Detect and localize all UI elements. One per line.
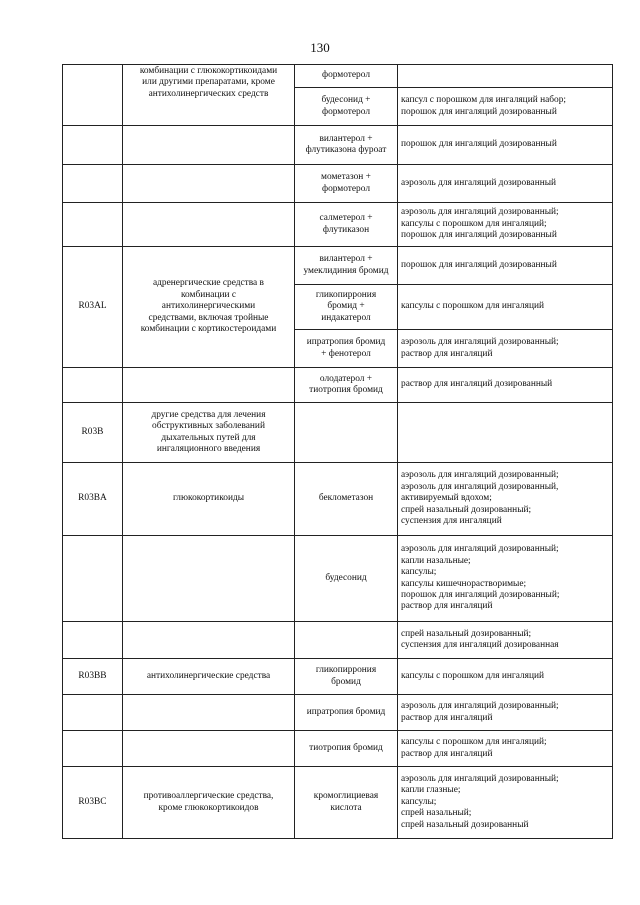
cell-text-line: антихолинергические средства bbox=[146, 670, 271, 681]
cell-text-line: капсулы; bbox=[401, 567, 437, 578]
cell-text-line: противоаллергические средства, bbox=[143, 791, 274, 802]
atc-name-cell bbox=[123, 403, 295, 463]
atc-name-cell bbox=[123, 463, 295, 536]
atc-code-cell bbox=[63, 536, 123, 622]
cell-text-line: капли назальные; bbox=[401, 555, 471, 566]
inn-cell bbox=[295, 695, 398, 731]
cell-text-line: R03BC bbox=[78, 796, 107, 807]
cell-text-line: кроме глюкокортикоидов bbox=[158, 802, 259, 813]
dosage-form-cell bbox=[398, 330, 613, 368]
cell-text-line: раствор для ингаляций bbox=[401, 712, 493, 723]
cell-text-line: флутиказон bbox=[322, 224, 370, 235]
cell-text-line: порошок для ингаляций дозированный bbox=[401, 230, 557, 241]
cell-text-line: аэрозоль для ингаляций дозированный; bbox=[401, 337, 559, 348]
inn-cell bbox=[295, 126, 398, 165]
cell-text-line: капсулы; bbox=[401, 796, 437, 807]
cell-text-line: формотерол bbox=[322, 106, 370, 117]
cell-text-line: R03BB bbox=[78, 670, 107, 681]
atc-code-cell bbox=[63, 659, 123, 695]
atc-name-cell bbox=[123, 165, 295, 203]
cell-text-line: комбинации с глюкокортикоидами bbox=[139, 66, 278, 76]
dosage-form-cell bbox=[398, 659, 613, 695]
cell-text-line: мометазон + bbox=[321, 172, 371, 183]
atc-code-cell bbox=[63, 368, 123, 403]
dosage-form-cell bbox=[398, 65, 613, 88]
cell-text-line: капсул с порошком для ингаляций набор; bbox=[401, 95, 567, 106]
cell-text-line: олодатерол + bbox=[319, 373, 373, 384]
table-row bbox=[63, 165, 613, 203]
cell-text-line: R03B bbox=[81, 426, 104, 437]
atc-code-cell bbox=[63, 126, 123, 165]
cell-text-line: флутиказона фуроат bbox=[305, 145, 387, 155]
inn-cell bbox=[295, 247, 398, 285]
cell-text-line: адренергические средства в bbox=[152, 278, 264, 289]
cell-text-line: капсулы кишечнорастворимые; bbox=[401, 578, 527, 589]
cell-text-line: антихолинергических средств bbox=[148, 88, 269, 99]
cell-text-line: будесонид + bbox=[321, 95, 371, 106]
cell-text-line: порошок для ингаляций дозированный bbox=[401, 139, 557, 150]
cell-text-line: тиотропия бромид bbox=[309, 742, 383, 753]
atc-name-cell bbox=[123, 731, 295, 767]
table-row bbox=[63, 403, 613, 463]
cell-text-line: порошок для ингаляций дозированный bbox=[401, 106, 557, 117]
inn-cell bbox=[295, 88, 398, 126]
atc-name-cell bbox=[123, 695, 295, 731]
table-row bbox=[63, 536, 613, 622]
atc-code-cell bbox=[63, 247, 123, 368]
drug-table bbox=[62, 64, 613, 839]
table-row bbox=[63, 767, 613, 839]
cell-text-line: порошок для ингаляций дозированный bbox=[401, 259, 557, 270]
cell-text-line: капсулы с порошком для ингаляций bbox=[401, 301, 545, 312]
dosage-form-cell bbox=[398, 285, 613, 330]
table-row bbox=[63, 731, 613, 767]
cell-text-line: аэрозоль для ингаляций дозированный; bbox=[401, 544, 559, 555]
cell-text-line: бромид + bbox=[327, 301, 365, 312]
cell-text-line: дыхательных путей для bbox=[161, 432, 256, 443]
inn-cell bbox=[295, 65, 398, 88]
cell-text-line: ингаляционного введения bbox=[156, 443, 261, 454]
table-row bbox=[63, 203, 613, 247]
inn-cell bbox=[295, 330, 398, 368]
cell-text-line: беклометазон bbox=[318, 493, 374, 504]
cell-text-line: спрей назальный; bbox=[401, 808, 472, 819]
table-row bbox=[63, 368, 613, 403]
inn-cell bbox=[295, 165, 398, 203]
cell-text-line: R03BA bbox=[78, 493, 107, 504]
cell-text-line: аэрозоль для ингаляций дозированный, bbox=[401, 481, 559, 492]
dosage-form-cell bbox=[398, 368, 613, 403]
cell-text-line: суспензия для ингаляций дозированная bbox=[401, 640, 559, 650]
atc-code-cell bbox=[63, 165, 123, 203]
cell-text-line: ипратропия бромид bbox=[306, 706, 386, 717]
inn-cell bbox=[295, 622, 398, 659]
atc-name-cell bbox=[123, 65, 295, 126]
cell-text-line: раствор для ингаляций bbox=[401, 748, 493, 759]
cell-text-line: обструктивных заболеваний bbox=[152, 421, 265, 432]
inn-cell bbox=[295, 285, 398, 330]
dosage-form-cell bbox=[398, 203, 613, 247]
atc-code-cell bbox=[63, 731, 123, 767]
inn-cell bbox=[295, 536, 398, 622]
cell-text-line: кромоглициевая bbox=[313, 791, 379, 802]
table-row bbox=[63, 622, 613, 659]
cell-text-line: глюкокортикоиды bbox=[172, 493, 245, 504]
inn-cell bbox=[295, 368, 398, 403]
table-row bbox=[63, 247, 613, 285]
cell-text-line: капсулы с порошком для ингаляций; bbox=[401, 737, 547, 748]
cell-text-line: антихолинергическими bbox=[161, 301, 256, 312]
cell-text-line: аэрозоль для ингаляций дозированный; bbox=[401, 701, 559, 712]
atc-code-cell bbox=[63, 65, 123, 126]
inn-cell bbox=[295, 203, 398, 247]
table-row bbox=[63, 463, 613, 536]
dosage-form-cell bbox=[398, 463, 613, 536]
inn-cell bbox=[295, 659, 398, 695]
cell-text-line: вилантерол + bbox=[319, 254, 373, 265]
inn-cell bbox=[295, 731, 398, 767]
cell-text-line: спрей назальный дозированный; bbox=[401, 628, 532, 639]
cell-text-line: вилантерол + bbox=[319, 133, 373, 144]
cell-text-line: R03AL bbox=[78, 301, 107, 312]
cell-text-line: умеклидиния бромид bbox=[303, 265, 389, 276]
atc-code-cell bbox=[63, 622, 123, 659]
cell-text-line: бромид bbox=[331, 676, 361, 687]
atc-name-cell bbox=[123, 536, 295, 622]
atc-code-cell bbox=[63, 767, 123, 839]
atc-name-cell bbox=[123, 622, 295, 659]
table-row bbox=[63, 659, 613, 695]
cell-text-line: капсулы с порошком для ингаляций bbox=[401, 670, 545, 681]
cell-text-line: формотерол bbox=[322, 183, 370, 194]
cell-text-line: капли глазные; bbox=[401, 785, 461, 796]
cell-text-line: аэрозоль для ингаляций дозированный; bbox=[401, 470, 559, 481]
dosage-form-cell bbox=[398, 88, 613, 126]
table-row bbox=[63, 126, 613, 165]
table-row bbox=[63, 65, 613, 88]
inn-cell bbox=[295, 767, 398, 839]
cell-text-line: комбинации с кортикостероидами bbox=[140, 324, 277, 335]
cell-text-line: капсулы с порошком для ингаляций; bbox=[401, 218, 547, 229]
dosage-form-cell bbox=[398, 622, 613, 659]
cell-text-line: другие средства для лечения bbox=[151, 409, 266, 420]
cell-text-line: гликопиррония bbox=[315, 665, 377, 676]
atc-code-cell bbox=[63, 463, 123, 536]
cell-text-line: тиотропия бромид bbox=[309, 385, 383, 395]
cell-text-line: + фенотерол bbox=[321, 348, 371, 359]
cell-text-line: аэрозоль для ингаляций дозированный bbox=[401, 177, 557, 188]
cell-text-line: ипратропия бромид bbox=[306, 337, 386, 348]
atc-name-cell bbox=[123, 368, 295, 403]
cell-text-line: салметерол + bbox=[319, 213, 373, 224]
cell-text-line: спрей назальный дозированный bbox=[401, 819, 529, 830]
dosage-form-cell bbox=[398, 695, 613, 731]
dosage-form-cell bbox=[398, 165, 613, 203]
cell-text-line: комбинации с bbox=[180, 289, 237, 300]
atc-name-cell bbox=[123, 247, 295, 368]
atc-code-cell bbox=[63, 403, 123, 463]
inn-cell bbox=[295, 463, 398, 536]
cell-text-line: формотерол bbox=[322, 70, 370, 81]
dosage-form-cell bbox=[398, 731, 613, 767]
atc-code-cell bbox=[63, 203, 123, 247]
atc-name-cell bbox=[123, 767, 295, 839]
cell-text-line: индакатерол bbox=[321, 312, 371, 323]
cell-text-line: активируемый вдохом; bbox=[401, 493, 492, 504]
inn-cell bbox=[295, 403, 398, 463]
cell-text-line: аэрозоль для ингаляций дозированный; bbox=[401, 773, 559, 784]
dosage-form-cell bbox=[398, 126, 613, 165]
atc-name-cell bbox=[123, 126, 295, 165]
page-number: 130 bbox=[310, 40, 330, 55]
cell-text-line: раствор для ингаляций bbox=[401, 348, 493, 359]
cell-text-line: спрей назальный дозированный; bbox=[401, 504, 532, 515]
dosage-form-cell bbox=[398, 536, 613, 622]
cell-text-line: аэрозоль для ингаляций дозированный; bbox=[401, 207, 559, 218]
cell-text-line: суспензия для ингаляций bbox=[401, 516, 502, 527]
table-row bbox=[63, 695, 613, 731]
cell-text-line: порошок для ингаляций дозированный; bbox=[401, 589, 560, 600]
dosage-form-cell bbox=[398, 247, 613, 285]
cell-text-line: кислота bbox=[330, 802, 362, 813]
atc-name-cell bbox=[123, 659, 295, 695]
cell-text-line: или другими препаратами, кроме bbox=[142, 77, 275, 88]
cell-text-line: средствами, включая тройные bbox=[148, 312, 269, 323]
atc-name-cell bbox=[123, 203, 295, 247]
cell-text-line: гликопиррония bbox=[315, 289, 377, 300]
cell-text-line: будесонид bbox=[325, 572, 367, 583]
cell-text-line: раствор для ингаляций bbox=[401, 601, 493, 612]
dosage-form-cell bbox=[398, 403, 613, 463]
atc-code-cell bbox=[63, 695, 123, 731]
cell-text-line: раствор для ингаляций дозированный bbox=[401, 379, 553, 390]
dosage-form-cell bbox=[398, 767, 613, 839]
